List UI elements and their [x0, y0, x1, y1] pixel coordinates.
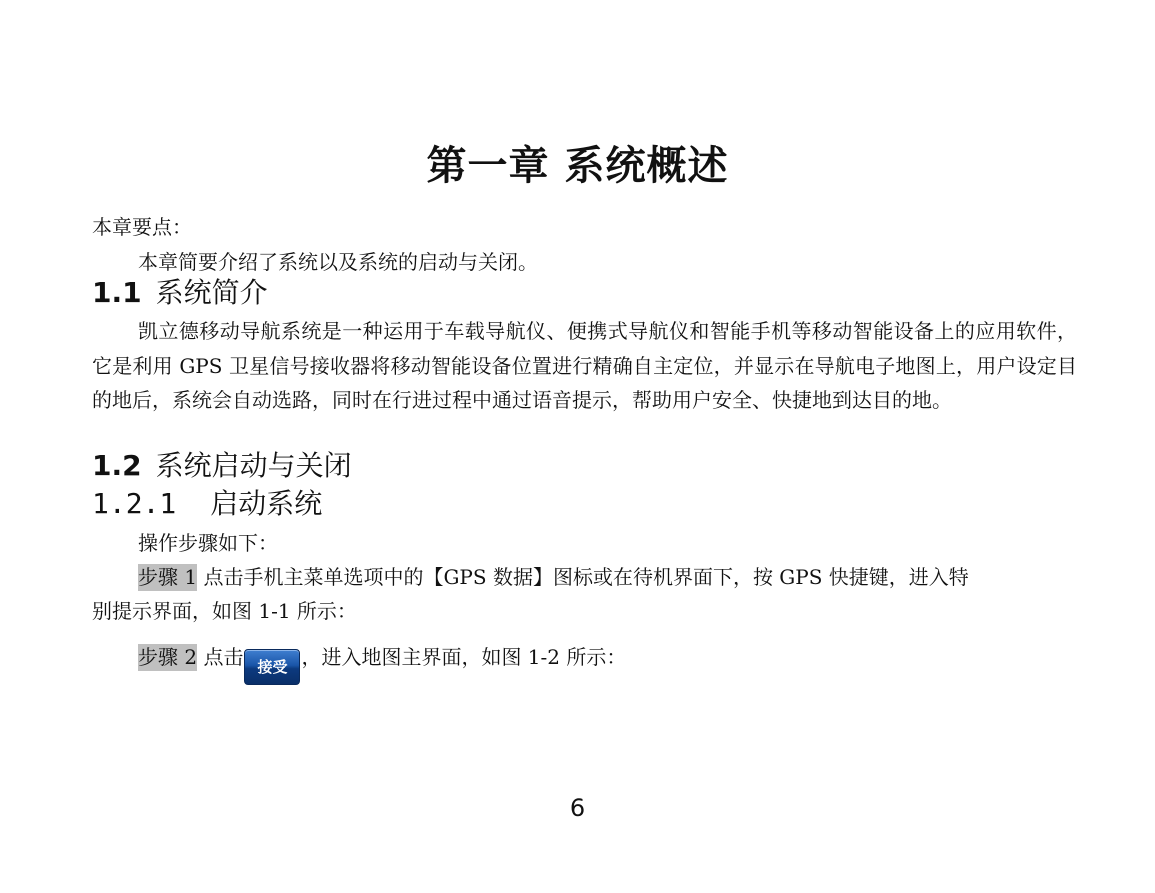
- section-number: 1.1: [92, 276, 142, 309]
- subsection-number: 1.2.1: [92, 487, 177, 520]
- step-1-line-2: 别提示界面，如图 1-1 所示：: [92, 599, 357, 623]
- section-1-2-1-heading: [92, 486, 322, 522]
- chapter-points-text: 本章简要介绍了系统以及系统的启动与关闭。: [138, 250, 538, 274]
- step-2-line: [138, 640, 626, 685]
- step-2-text-before: 点击: [197, 645, 244, 669]
- page-number: 6: [569, 794, 586, 822]
- chapter-points-label: 本章要点：: [92, 215, 192, 239]
- section-1-1-paragraph: 凯立德移动导航系统是一种运用于车载导航仪、便携式导航仪和智能手机等移动智能设备上的应用软件，它是利用 GPS 卫星信号接收器将移动智能设备位置进行精确自主定位，并显示在导航电子地图上，用户设定目的地后，系统会自动选路，同时在行进过程中通过语音提示，帮助用户安全、快捷地到达目的地。: [92, 319, 1077, 412]
- steps-intro: 操作步骤如下：: [138, 531, 278, 555]
- step-1-tag: 步骤 1: [138, 565, 198, 589]
- step-2-tag: 步骤 2: [138, 645, 198, 669]
- chapter-title: 第一章 系统概述: [426, 143, 729, 189]
- subsection-title: 启动系统: [210, 487, 323, 520]
- step-2-text-after: ，进入地图主界面，如图 1-2 所示：: [301, 645, 627, 669]
- section-1-1-heading: [92, 275, 268, 311]
- step-1-line-1: [138, 560, 969, 594]
- step-1-text: 点击手机主菜单选项中的【GPS 数据】图标或在待机界面下，按 GPS 快捷键，进入特: [197, 565, 969, 589]
- section-title: 系统简介: [155, 276, 268, 309]
- section-1-2-heading: [92, 448, 352, 484]
- accept-button[interactable]: 接受: [244, 649, 300, 685]
- section-number: 1.2: [92, 449, 142, 482]
- section-title: 系统启动与关闭: [155, 449, 352, 482]
